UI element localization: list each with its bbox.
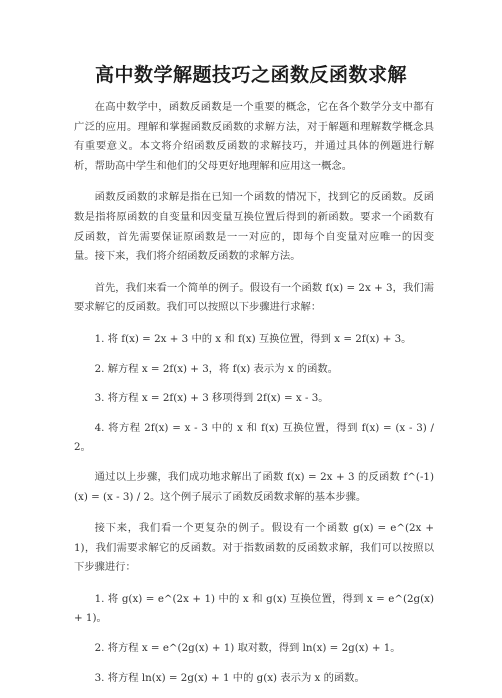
paragraph-intro: 在高中数学中，函数反函数是一个重要的概念，它在各个数学分支中都有广泛的应用。理解和掌握函数反函数的求解方法，对于解题和理解数学概念具有重要意义。本文将介绍函数反函数的求解技巧，并通过具体的例题进行解析，帮助高中学生和他们的父母更好地理解和应用这一概念。 (74, 101, 434, 172)
step-1: 1. 将 f(x) = 2x + 3 中的 x 和 f(x) 互换位置，得到 x = 2f(x) + 3。 (94, 332, 412, 345)
step-2: 2. 将方程 x = e^(2g(x) + 1) 取对数，得到 ln(x) = 2g(x) + 1。 (94, 642, 401, 655)
step-3: 3. 将方程 x = 2f(x) + 3 移项得到 2f(x) = x - 3。 (94, 392, 329, 405)
paragraph-conclusion-1: 通过以上步骤，我们成功地求解出了函数 f(x) = 2x + 3 的反函数 f^(-1)(x) = (x - 3) / 2。这个例子展示了函数反函数求解的基本步骤。 (74, 470, 434, 503)
document-body (74, 98, 434, 698)
step-2: 2. 解方程 x = 2f(x) + 3，将 f(x) 表示为 x 的函数。 (94, 362, 338, 375)
paragraph-example-1: 首先，我们来看一个简单的例子。假设有一个函数 f(x) = 2x + 3，我们需要求解它的反函数。我们可以按照以下步骤进行求解： (74, 281, 434, 314)
step-4: 4. 将方程 2f(x) = x - 3 中的 x 和 f(x) 互换位置，得到 f(x) = (x - 3) / 2。 (74, 421, 434, 454)
document-title: 高中数学解题技巧之函数反函数求解 (94, 64, 407, 86)
paragraph-definition: 函数反函数的求解是指在已知一个函数的情况下，找到它的反函数。反函数是指将原函数的自变量和因变量互换位置后得到的新函数。要求一个函数有反函数，首先需要保证原函数是一一对应的，即每个自变量对应唯一的因变量。接下来，我们将介绍函数反函数的求解方法。 (74, 191, 434, 263)
step-3: 3. 将方程 ln(x) = 2g(x) + 1 中的 g(x) 表示为 x 的函数。 (94, 671, 365, 684)
paragraph-example-2: 接下来，我们看一个更复杂的例子。假设有一个函数 g(x) = e^(2x + 1)，我们需要求解它的反函数。对于指数函数的反函数求解，我们可以按照以下步骤进行： (74, 522, 434, 574)
step-1: 1. 将 g(x) = e^(2x + 1) 中的 x 和 g(x) 互换位置，得到 x = e^(2g(x) + 1)。 (74, 592, 434, 625)
